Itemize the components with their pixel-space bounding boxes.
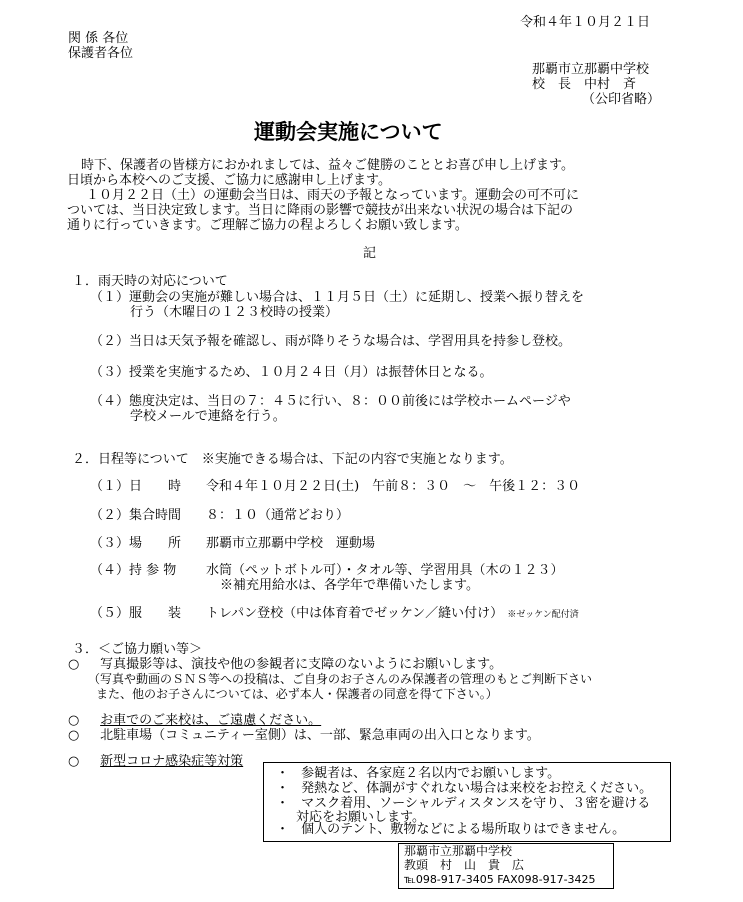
parking-item (68, 728, 540, 743)
attire-label: （５）服 装 (90, 606, 182, 621)
contact-vice-principal: 教頭 村 山 貴 広 (404, 858, 525, 872)
belongings-label: （４）持 参 物 (90, 563, 177, 578)
page-title: 運動会実施について (254, 119, 443, 144)
assembly-time-label: （２）集合時間 (90, 508, 182, 523)
covid-item (68, 754, 243, 769)
photo-item (68, 657, 502, 672)
photo-line-2: （写真や動画のＳＮＳ等への投稿は、ご自身のお子さんのみ保護者の管理のもとご判断下さい (88, 672, 593, 686)
section2-heading: ２．日程等について ※実施できる場合は、下記の内容で実施となります。 (72, 452, 513, 467)
section1-item-4-cont: 学校メールで連絡を行う。 (130, 409, 286, 424)
attire-value (206, 606, 579, 623)
schedule-date-label: （１）日 時 (90, 479, 182, 494)
sender-school: 那覇市立那覇中学校 (532, 62, 650, 77)
venue-value: 那覇市立那覇中学校 運動場 (206, 536, 376, 551)
recipient-1: 関 係 各位 (68, 31, 129, 46)
covid-measure-4 (276, 822, 625, 837)
belongings-note: ※補充用給水は、各学年で準備いたします。 (220, 578, 479, 593)
intro-line-5: 通りに行っていきます。ご理解ご協力の程よろしくお願い致します。 (67, 218, 468, 233)
recipient-2: 保護者各位 (68, 46, 134, 61)
belongings-value: 水筒（ペットボトル可）・タオル等、学習用具（木の１２３） (206, 563, 564, 578)
section1-item-4: （４）態度決定は、当日の７：４５に行い、８：００前後には学校ホームページや (90, 394, 571, 409)
car-text: お車でのご来校は、ご遠慮ください。 (100, 713, 322, 728)
intro-line-1: 時下、保護者の皆様方におかれましては、益々ご健勝のこととお喜び申し上げます。 (81, 158, 574, 173)
covid-heading: 新型コロナ感染症等対策 (100, 754, 244, 769)
photo-line-3: また、他のお子さんについては、必ず本人・保護者の同意を得て下さい。） (96, 687, 498, 701)
photo-text: 写真撮影等は、演技や他の参観者に支障のないようにお願いします。 (100, 657, 503, 672)
covid-measure-3-text: マスク着用、ソーシャルディスタンスを守り、３密を避ける (301, 796, 651, 811)
sender-principal: 校 長 中村 斉 (532, 77, 637, 92)
contact-school: 那覇市立那覇中学校 (404, 844, 513, 858)
date: 令和４年１０月２１日 (520, 15, 651, 30)
circle-bullet-icon: ○ (68, 728, 80, 743)
covid-measure-2-text: 発熱など、体調がすぐれない場合は来校をお控えください。 (301, 781, 653, 796)
attire-text: トレパン登校（中は体育着でゼッケン／縫い付け） (206, 606, 504, 621)
ki-mark: 記 (363, 246, 377, 261)
section1-item-1: （１）運動会の実施が難しい場合は、１１月５日（土）に延期し、授業へ振り替えを (90, 290, 585, 305)
intro-line-3: １０月２２日（土）の運動会当日は、雨天の予報となっています。運動会の可不可に (86, 188, 579, 203)
circle-bullet-icon: ○ (68, 713, 80, 728)
assembly-time-value: ８：１０（通常どおり） (206, 508, 350, 523)
circle-bullet-icon: ○ (68, 657, 80, 672)
seal-note: （公印省略） (582, 92, 661, 107)
covid-measure-4-text: 個人のテント、敷物などによる場所取りはできません。 (301, 822, 626, 837)
dot-bullet-icon: ・ (276, 796, 290, 811)
dot-bullet-icon: ・ (276, 781, 290, 796)
car-item (68, 713, 321, 728)
covid-measure-1-text: 参観者は、各家庭２名以内でお願いします。 (301, 766, 561, 781)
dot-bullet-icon: ・ (276, 822, 290, 837)
covid-measure-3 (276, 796, 650, 811)
dot-bullet-icon: ・ (276, 766, 290, 781)
parking-text: 北駐車場（コミュニティー室側）は、一部、緊急車両の出入口となります。 (100, 728, 540, 743)
section1-item-2: （２）当日は天気予報を確認し、雨が降りそうな場合は、学習用具を持参し登校。 (90, 334, 572, 349)
section1-heading: １．雨天時の対応について (72, 274, 228, 289)
intro-line-2: 日頃から本校へのご支援、ご協力に感謝申し上げます。 (67, 173, 391, 188)
circle-bullet-icon: ○ (68, 754, 80, 769)
section1-item-3: （３）授業を実施するため、１０月２４日（月）は振替休日となる。 (90, 365, 493, 380)
venue-label: （３）場 所 (90, 536, 182, 551)
intro-line-4: ついては、当日決定致します。当日に降雨の影響で競技が出来ない状況の場合は下記の (67, 203, 573, 218)
attire-small-note: ※ゼッケン配付済 (507, 610, 579, 620)
contact-phone-fax: ℡098-917-3405 FAX098-917-3425 (404, 873, 596, 886)
covid-measure-1 (276, 766, 560, 781)
section3-heading: ３．＜ご協力願い等＞ (72, 642, 203, 657)
schedule-date-value: 令和４年１０月２２日(土) 午前８：３０ ～ 午後１２：３０ (206, 479, 581, 494)
covid-measure-3-cont: 対応をお願いします。 (296, 810, 425, 825)
section1-item-1-cont: 行う（木曜日の１２３校時の授業） (130, 305, 339, 320)
covid-measure-2 (276, 781, 652, 796)
